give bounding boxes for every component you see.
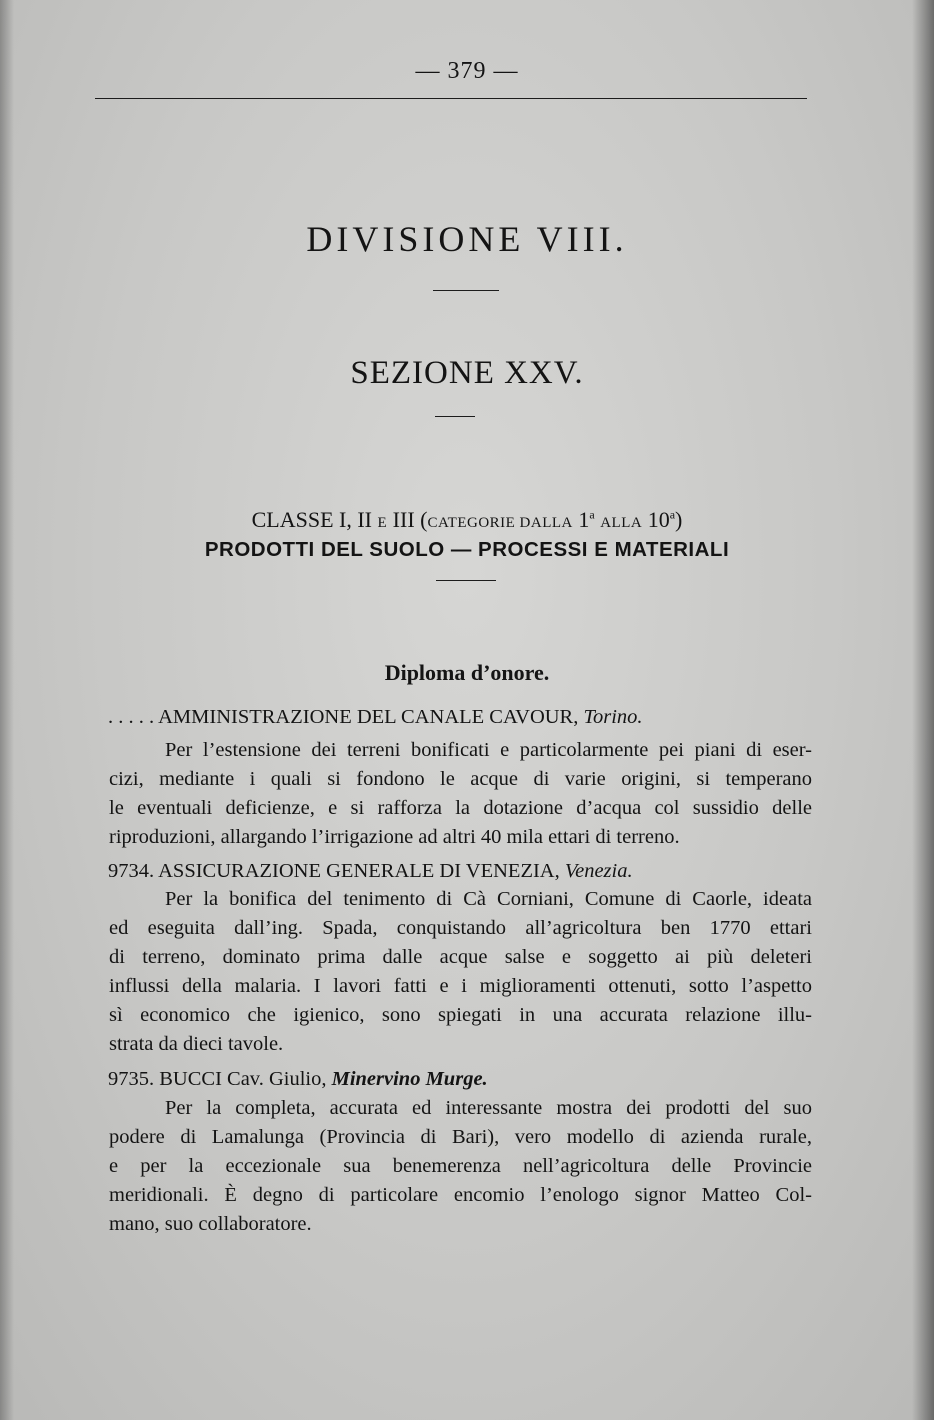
text-line: ed eseguita dall’ing. Spada, conquistando all’agricoltura ben 1770 ettari [109,917,812,939]
class-heading-sup1: a [589,507,595,522]
entry-text [109,736,812,852]
divider-rule [433,290,499,291]
page-edge-shadow-right [912,0,934,1420]
text-line: riproduzioni, allargando l’irrigazione ad altri 40 mila ettari di terreno. [109,826,680,848]
text-line: e per la eccezionale sua benemerenza nell’agricoltura delle Provincie [109,1155,812,1177]
entry-heading [108,1068,488,1091]
class-heading [0,507,934,533]
class-heading-alla: ALLA [600,515,643,531]
class-heading-e: E [377,515,388,531]
award-heading: Diploma d’onore. [384,660,550,685]
entry-name: 9735. BUCCI Cav. Giulio, [108,1068,327,1090]
category-subtitle: PRODOTTI DEL SUOLO — PROCESSI E MATERIALI [204,538,730,561]
text-line: le eventuali deficienze, e si rafforza la dotazione d’acqua col sussidio delle [109,797,812,819]
class-heading-prefix: CLASSE I, II [251,507,372,532]
text-line: strata da dieci tavole. [109,1033,284,1055]
entry-place: Torino. [583,706,643,728]
entry-heading [108,706,643,729]
class-heading-first: 1 [578,507,590,532]
entry-place: Minervino Murge. [331,1068,488,1090]
text-line: influssi della malaria. I lavori fatti e i miglioramenti ottenuti, sotto l’aspetto [109,975,812,997]
divider-rule [436,580,496,581]
text-line: Per la bonifica del tenimento di Cà Corniani, Comune di Caorle, ideata [165,888,812,910]
text-line: Per l’estensione dei terreni bonificati e particolarmente pei piani di eser- [165,739,812,761]
class-heading-sup2: a [669,507,676,522]
text-line: Per la completa, accurata ed interessante mostra dei prodotti del suo [165,1097,812,1119]
section-title: SEZIONE XXV. [350,355,584,391]
text-line: mano, suo collaboratore. [109,1213,312,1235]
page-number: — 379 — [415,58,519,84]
class-heading-last: 10 [647,507,670,532]
entry-heading [108,860,633,883]
entry-name: . . . . . AMMINISTRAZIONE DEL CANALE CAVOUR, [108,706,579,728]
class-heading-iii: III ( [392,507,428,532]
text-line: meridionali. È degno di particolare encomio l’enologo signor Matteo Col- [109,1184,812,1206]
class-heading-close: ) [675,507,683,532]
class-heading-categories: CATEGORIE DALLA [427,515,573,531]
text-line: cizi, mediante i quali si fondono le acque di varie origini, si temperano [109,768,812,790]
page-edge-shadow-left [0,0,14,1420]
text-line: podere di Lamalunga (Provincia di Bari), vero modello di azienda rurale, [109,1126,812,1148]
entry-text [109,885,812,1059]
divider-rule [435,416,475,417]
entry-name: 9734. ASSICURAZIONE GENERALE DI VENEZIA, [108,860,560,882]
division-title: DIVISIONE VIII. [306,219,628,259]
entry-place: Venezia. [564,860,633,882]
header-rule [95,98,807,99]
entry-text [109,1094,812,1239]
text-line: sì economico che igienico, sono spiegati in una accurata relazione illu- [109,1004,812,1026]
text-line: di terreno, dominato prima dalle acque salse e soggetto ai più deleteri [109,946,812,968]
